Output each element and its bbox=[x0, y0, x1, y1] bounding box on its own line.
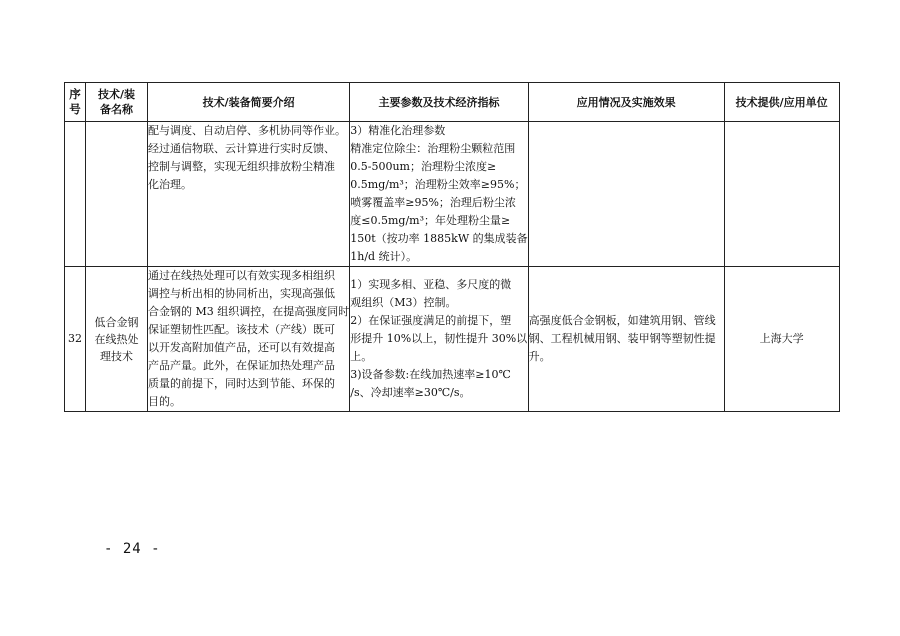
row1-application-cell bbox=[528, 122, 724, 267]
row2-seq: 32 bbox=[65, 267, 86, 412]
technology-table bbox=[64, 82, 840, 412]
row2-intro-cell: 通过在线热处理可以有效实现多相组织 调控与析出相的协同析出，实现高强低 合金钢的 M3 组织调控，在提高强度同时 保证塑韧性匹配。该技术（产线）既可 以开发高附加值产品，还可以有效提高 产品产量。此外，在保证加热处理产品 质量的前提下，同时达到节能、环保的 目的。 bbox=[148, 267, 350, 412]
table-header-row bbox=[65, 83, 840, 122]
header-provider: 技术提供/应用单位 bbox=[724, 83, 839, 122]
row2-application-cell: 高强度低合金钢板，如建筑用钢、管线 钢、工程机械用钢、装甲钢等塑韧性提 升。 bbox=[528, 267, 724, 412]
table-row-continued bbox=[65, 122, 840, 267]
row1-intro-cell: 配与调度、自动启停、多机协同等作业。 经过通信物联、云计算进行实时反馈、 控制与调整，实现无组织排放粉尘精准 化治理。 bbox=[148, 122, 350, 267]
row2-name: 低合金钢 在线热处 理技术 bbox=[86, 267, 148, 412]
row1-seq-cell bbox=[65, 122, 86, 267]
row2-params-cell: 1）实现多相、亚稳、多尺度的微 观组织（M3）控制。 2）在保证强度满足的前提下，塑 形提升 10%以上，韧性提升 30%以 上。 3)设备参数:在线加热速率≥10℃ /s、冷却速率≥30℃/s。 bbox=[350, 267, 528, 412]
row1-name-cell bbox=[86, 122, 148, 267]
header-name: 技术/装 备名称 bbox=[86, 83, 148, 122]
header-application: 应用情况及实施效果 bbox=[528, 83, 724, 122]
header-params: 主要参数及技术经济指标 bbox=[350, 83, 528, 122]
row1-provider-cell bbox=[724, 122, 839, 267]
row1-params-cell: 3）精准化治理参数 精准定位除尘：治理粉尘颗粒范围 0.5-500um；治理粉尘浓度≥ 0.5mg/m³；治理粉尘效率≥95%； 喷雾覆盖率≥95%；治理后粉尘浓 度≤0.5mg/m³；年处理粉尘量≥ 150t（按功率 1885kW 的集成装备 1h/d 统计）。 bbox=[350, 122, 528, 267]
page-number: - 24 - bbox=[104, 541, 161, 557]
header-seq: 序 号 bbox=[65, 83, 86, 122]
table-row bbox=[65, 267, 840, 412]
header-intro: 技术/装备简要介绍 bbox=[148, 83, 350, 122]
row2-provider: 上海大学 bbox=[724, 267, 839, 412]
